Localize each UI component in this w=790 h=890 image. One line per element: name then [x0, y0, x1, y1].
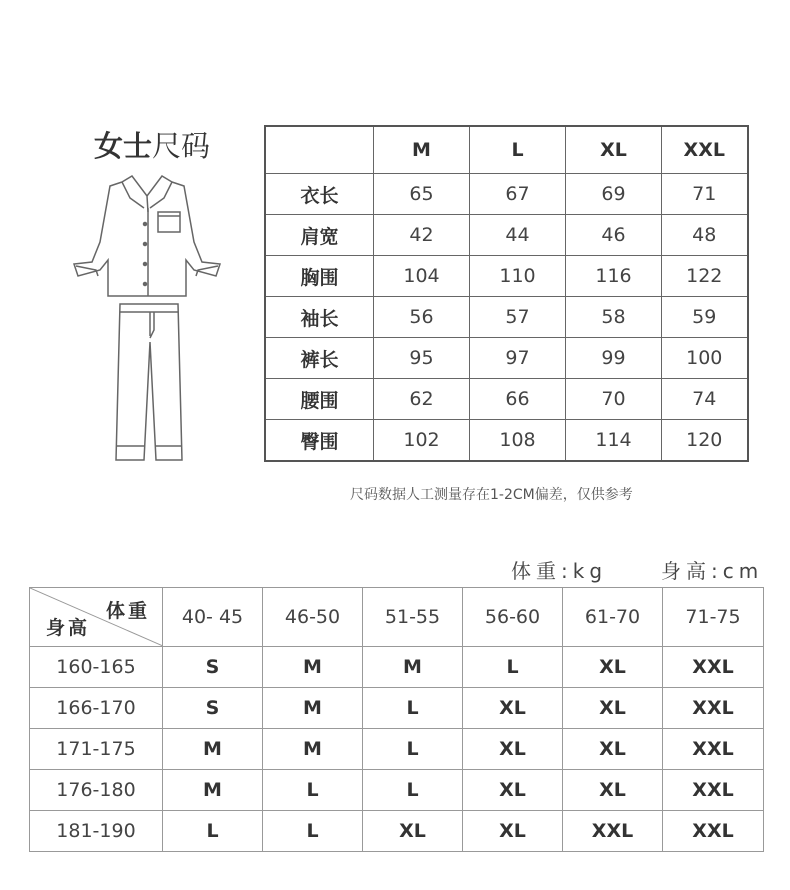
row-label: 裤长: [265, 338, 374, 379]
measurement-note: 尺码数据人工测量存在1-2CM偏差，仅供参考: [350, 487, 633, 503]
table-cell: 42: [374, 215, 470, 256]
table-row: [265, 338, 748, 379]
table-cell: 58: [566, 297, 662, 338]
size-cell: XXL: [663, 688, 764, 729]
row-label: 臀围: [265, 420, 374, 462]
row-label: 胸围: [265, 256, 374, 297]
table-row: [265, 379, 748, 420]
table-cell: 70: [566, 379, 662, 420]
table-row: [30, 770, 764, 811]
size-cell: XXL: [663, 729, 764, 770]
table-cell: 102: [374, 420, 470, 462]
table-cell: 97: [470, 338, 566, 379]
table-cell: 99: [566, 338, 662, 379]
size-cell: S: [163, 647, 263, 688]
weight-range-header: 51-55: [363, 588, 463, 647]
table-cell: 44: [470, 215, 566, 256]
table-row: [265, 256, 748, 297]
table-row: [30, 688, 764, 729]
fit-table-header-row: [30, 588, 764, 647]
table-cell: 110: [470, 256, 566, 297]
size-table-header-row: [265, 126, 748, 174]
size-cell: L: [163, 811, 263, 852]
size-cell: S: [163, 688, 263, 729]
table-cell: 62: [374, 379, 470, 420]
height-range-cell: 171-175: [30, 729, 163, 770]
table-cell: 67: [470, 174, 566, 215]
table-cell: 59: [662, 297, 748, 338]
table-cell: 122: [662, 256, 748, 297]
table-row: [265, 215, 748, 256]
corner-height-label: 身高: [46, 617, 91, 639]
size-cell: M: [263, 688, 363, 729]
weight-range-header: 40- 45: [163, 588, 263, 647]
table-row: [265, 297, 748, 338]
size-cell: XL: [463, 811, 563, 852]
size-cell: XL: [563, 729, 663, 770]
row-label: 肩宽: [265, 215, 374, 256]
height-unit-label: 身高:cm: [661, 559, 764, 583]
size-cell: XXL: [663, 647, 764, 688]
title-light: 尺码: [152, 129, 211, 163]
table-cell: 114: [566, 420, 662, 462]
row-label: 袖长: [265, 297, 374, 338]
table-cell: 100: [662, 338, 748, 379]
table-cell: 65: [374, 174, 470, 215]
size-cell: XL: [563, 688, 663, 729]
size-cell: XL: [563, 647, 663, 688]
table-cell: 48: [662, 215, 748, 256]
table-row: [30, 811, 764, 852]
table-cell: 74: [662, 379, 748, 420]
size-cell: XL: [463, 729, 563, 770]
table-row: [265, 420, 748, 462]
table-cell: 95: [374, 338, 470, 379]
row-label: 衣长: [265, 174, 374, 215]
size-cell: M: [163, 770, 263, 811]
table-row: [265, 174, 748, 215]
table-cell: 69: [566, 174, 662, 215]
weight-range-header: 46-50: [263, 588, 363, 647]
weight-range-header: 71-75: [663, 588, 764, 647]
table-cell: 46: [566, 215, 662, 256]
size-cell: XL: [363, 811, 463, 852]
table-cell: 66: [470, 379, 566, 420]
corner-cell: [30, 588, 163, 647]
size-cell: XL: [463, 770, 563, 811]
pajama-set-icon: [70, 172, 230, 464]
height-range-cell: 166-170: [30, 688, 163, 729]
size-header-xl: XL: [566, 126, 662, 174]
size-cell: XXL: [663, 770, 764, 811]
table-cell: 108: [470, 420, 566, 462]
size-cell: XL: [463, 688, 563, 729]
size-header-xxl: XXL: [662, 126, 748, 174]
table-cell: 104: [374, 256, 470, 297]
size-cell: L: [263, 811, 363, 852]
height-weight-size-table: [29, 587, 764, 852]
weight-unit-label: 体重:kg: [511, 559, 608, 583]
size-cell: XXL: [563, 811, 663, 852]
table-cell: 116: [566, 256, 662, 297]
size-cell: L: [263, 770, 363, 811]
weight-range-header: 56-60: [463, 588, 563, 647]
height-range-cell: 181-190: [30, 811, 163, 852]
row-label: 腰围: [265, 379, 374, 420]
table-row: [30, 729, 764, 770]
size-cell: XL: [563, 770, 663, 811]
size-header-m: M: [374, 126, 470, 174]
table-cell: 56: [374, 297, 470, 338]
size-cell: XXL: [663, 811, 764, 852]
size-cell: L: [463, 647, 563, 688]
size-cell: M: [263, 647, 363, 688]
table-cell: 71: [662, 174, 748, 215]
size-cell: L: [363, 688, 463, 729]
title-bold: 女士: [94, 129, 153, 163]
size-cell: M: [363, 647, 463, 688]
size-header-l: L: [470, 126, 566, 174]
size-cell: M: [263, 729, 363, 770]
height-range-cell: 176-180: [30, 770, 163, 811]
corner-weight-label: 体重: [105, 600, 150, 622]
size-measurement-table: [264, 125, 749, 462]
size-cell: L: [363, 729, 463, 770]
size-cell: L: [363, 770, 463, 811]
table-cell: 120: [662, 420, 748, 462]
table-row: [30, 647, 764, 688]
height-range-cell: 160-165: [30, 647, 163, 688]
weight-range-header: 61-70: [563, 588, 663, 647]
page-title: [94, 124, 210, 165]
size-table-header-empty: [265, 126, 374, 174]
table-cell: 57: [470, 297, 566, 338]
size-cell: M: [163, 729, 263, 770]
